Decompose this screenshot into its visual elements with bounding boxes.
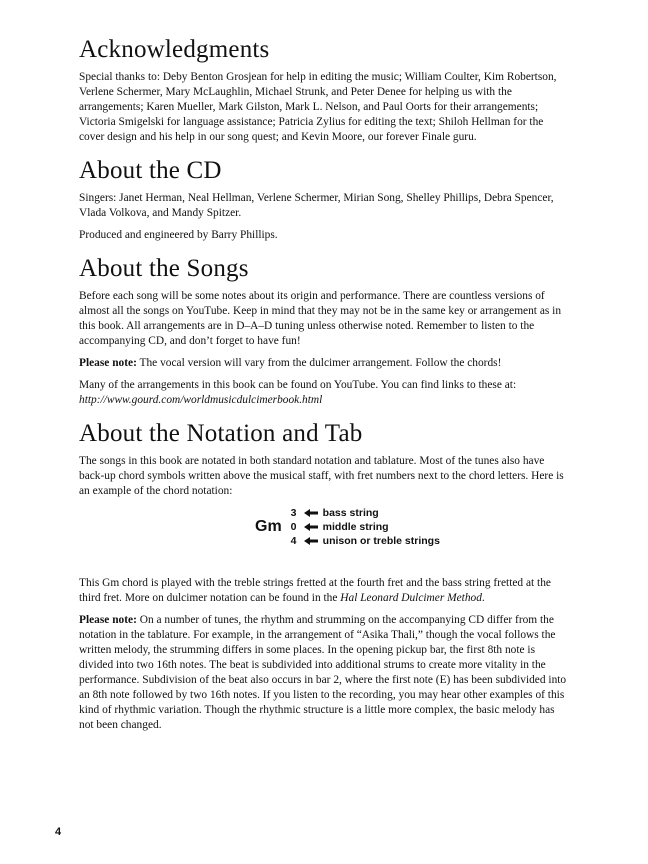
page-number: 4 bbox=[55, 826, 62, 838]
acknowledgments-section bbox=[79, 36, 569, 145]
chord-notation-example bbox=[255, 506, 569, 548]
songs-note-text: The vocal version will vary from the dulcimer arrangement. Follow the chords! bbox=[136, 357, 502, 369]
youtube-links-url[interactable]: http://www.gourd.com/worldmusicdulcimerbook.html bbox=[79, 394, 323, 406]
arrow-left-icon bbox=[304, 537, 318, 545]
page-content bbox=[79, 36, 569, 740]
notation-note-label: Please note: bbox=[79, 614, 137, 626]
chord-fret-list bbox=[291, 506, 440, 548]
notation-intro-text: The songs in this book are notated in both standard notation and tablature. Most of the tunes also have back-up chord symbols written above the musical staff, with fret numbers next to the chord letters. Here is an example of the chord notation: bbox=[79, 455, 564, 497]
songs-intro-text: Before each song will be some notes about its origin and performance. There are countless versions of almost all the songs on YouTube. Keep in mind that they may not be in the same key or arrangement as in this book. All arrangements are in D–A–D tuning unless otherwise noted. Remember to listen to the accompanying CD, and don’t forget to have fun! bbox=[79, 290, 562, 347]
arrow-left-icon bbox=[304, 509, 318, 517]
fret-number: 4 bbox=[290, 535, 297, 547]
arrow-left-icon bbox=[304, 523, 318, 531]
string-label: middle string bbox=[322, 521, 389, 533]
fret-number: 0 bbox=[290, 521, 297, 533]
youtube-text: Many of the arrangements in this book can be found on YouTube. You can find links to these at: bbox=[79, 379, 517, 391]
cd-produced-text: Produced and engineered by Barry Phillips. bbox=[79, 229, 278, 241]
acknowledgments-text: Special thanks to: Deby Benton Grosjean for help in editing the music; William Coulter, Kim Robertson, Verlene Schermer, Mary McLaughlin, Michael Strunk, and Peter Denee for helping us with the arrangements; Karen Mueller, Mark Gilston, Mark L. Nelson, and Paul Oorts for their arrangements; Victoria Smigelski for language assistance; Patricia Zylius for editing the text; Shiloh Hellman for the cover design and his help in our song quest; and Kevin Moore, our forever Finale guru. bbox=[79, 71, 557, 143]
gm-text: This Gm chord is played with the treble strings fretted at the fourth fret and the bass string fretted at the third fret. More on dulcimer notation can be found in the bbox=[79, 577, 551, 604]
cd-singers-text: Singers: Janet Herman, Neal Hellman, Verlene Schermer, Mirian Song, Shelley Phillips, Debra Spencer, Vlada Volkova, and Mandy Spitzer. bbox=[79, 192, 554, 219]
chord-name: Gm bbox=[255, 518, 282, 535]
about-cd-section bbox=[79, 157, 569, 243]
notation-note-text: On a number of tunes, the rhythm and strumming on the accompanying CD differ from the notation in the tablature. For example, in the arrangement of “Asika Thali,” though the vocal follows the written melody, the strumming differs in some places. In the opening pickup bar, the first 8th note is divided into two 16th notes. The beat is subdivided into additional strums to create more vitality in the performance. Subdivision of the beat also occurs in bar 2, where the first note (E) has been subdivided into an 8th note followed by two 16th notes. If you listen to the recording, you may hear other examples of this kind of rhythmic variation. Though the rhythmic structure is a little more complex, the basic melody has not been changed. bbox=[79, 614, 567, 731]
about-cd-heading: About the CD bbox=[79, 157, 222, 184]
method-book-title: Hal Leonard Dulcimer Method bbox=[340, 592, 482, 604]
string-label: unison or treble strings bbox=[322, 535, 440, 547]
songs-note bbox=[79, 356, 569, 371]
about-songs-heading: About the Songs bbox=[79, 255, 249, 282]
gm-end: . bbox=[481, 592, 485, 604]
about-notation-heading: About the Notation and Tab bbox=[79, 420, 363, 447]
about-notation-section bbox=[79, 420, 569, 733]
notation-note bbox=[79, 613, 569, 733]
gm-explanation bbox=[79, 576, 569, 606]
chord-line-bass bbox=[291, 506, 440, 520]
songs-note-label: Please note: bbox=[79, 357, 137, 369]
acknowledgments-heading: Acknowledgments bbox=[79, 36, 270, 63]
chord-line-treble bbox=[291, 534, 440, 548]
fret-number: 3 bbox=[290, 507, 297, 519]
chord-line-middle bbox=[291, 520, 440, 534]
string-label: bass string bbox=[322, 507, 379, 519]
youtube-paragraph bbox=[79, 378, 569, 408]
about-songs-section bbox=[79, 255, 569, 408]
